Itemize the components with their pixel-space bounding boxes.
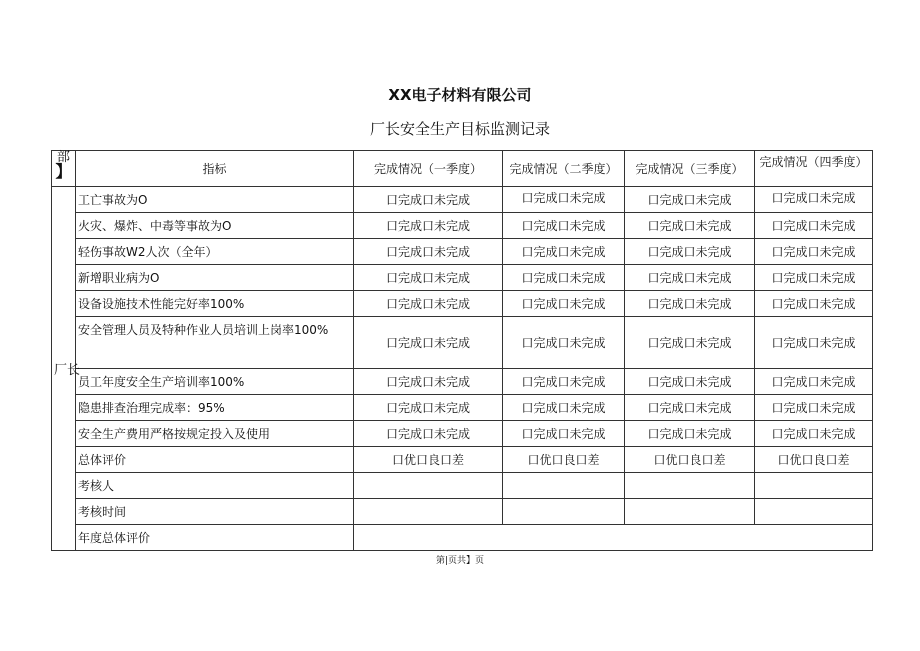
q3-status[interactable]: 口完成口未完成: [625, 265, 755, 291]
q1-status[interactable]: 口完成口未完成: [354, 187, 503, 213]
q2-status[interactable]: 口完成口未完成: [503, 317, 625, 369]
col-header-q2: 完成情况（二季度）: [503, 151, 625, 187]
indicator-cell: 工亡事故为O: [76, 187, 354, 213]
q4-status[interactable]: 口完成口未完成: [755, 291, 873, 317]
q1-status[interactable]: 口完成口未完成: [354, 265, 503, 291]
col-header-q3: 完成情况（三季度）: [625, 151, 755, 187]
q1-reviewer-field[interactable]: [354, 473, 503, 499]
q3-review-time-field[interactable]: [625, 499, 755, 525]
q3-status[interactable]: 口完成口未完成: [625, 369, 755, 395]
indicator-cell: 安全管理人员及特种作业人员培训上岗率100%: [76, 317, 354, 369]
table-row: [52, 291, 873, 317]
q3-status[interactable]: 口完成口未完成: [625, 291, 755, 317]
q2-rating[interactable]: 口优口良口差: [503, 447, 625, 473]
monitoring-table: [51, 150, 873, 551]
q2-status[interactable]: 口完成口未完成: [503, 395, 625, 421]
q3-status[interactable]: 口完成口未完成: [625, 187, 755, 213]
q2-status[interactable]: 口完成口未完成: [503, 369, 625, 395]
q1-status[interactable]: 口完成口未完成: [354, 421, 503, 447]
department-cell: 厂长: [52, 187, 76, 551]
col-header-q4: 完成情况（四季度）: [755, 151, 873, 187]
q1-rating[interactable]: 口优口良口差: [354, 447, 503, 473]
table-row: [52, 447, 873, 473]
indicator-cell: 总体评价: [76, 447, 354, 473]
table-row: [52, 395, 873, 421]
q4-status[interactable]: 口完成口未完成: [755, 187, 873, 213]
q4-status[interactable]: 口完成口未完成: [755, 421, 873, 447]
q2-status[interactable]: 口完成口未完成: [503, 213, 625, 239]
q3-status[interactable]: 口完成口未完成: [625, 421, 755, 447]
table-row: [52, 213, 873, 239]
company-name: XX电子材料有限公司: [388, 86, 532, 104]
table-row: [52, 317, 873, 369]
q4-status[interactable]: 口完成口未完成: [755, 369, 873, 395]
q3-status[interactable]: 口完成口未完成: [625, 317, 755, 369]
q3-reviewer-field[interactable]: [625, 473, 755, 499]
dept-header-cell: [52, 151, 76, 187]
q2-status[interactable]: 口完成口未完成: [503, 291, 625, 317]
q4-rating[interactable]: 口优口良口差: [755, 447, 873, 473]
q1-status[interactable]: 口完成口未完成: [354, 291, 503, 317]
annual-evaluation-field[interactable]: [354, 525, 873, 551]
q1-review-time-field[interactable]: [354, 499, 503, 525]
dept-header-label: 部: [56, 150, 70, 165]
indicator-cell: 火灾、爆炸、中毒等事故为O: [76, 213, 354, 239]
q1-status[interactable]: 口完成口未完成: [354, 213, 503, 239]
indicator-cell: 隐患排查治理完成率：95%: [76, 395, 354, 421]
q4-status[interactable]: 口完成口未完成: [755, 239, 873, 265]
q3-status[interactable]: 口完成口未完成: [625, 395, 755, 421]
reviewer-label: 考核人: [76, 473, 354, 499]
q1-status[interactable]: 口完成口未完成: [354, 369, 503, 395]
q4-status[interactable]: 口完成口未完成: [755, 265, 873, 291]
q3-rating[interactable]: 口优口良口差: [625, 447, 755, 473]
col-header-indicator: 指标: [76, 151, 354, 187]
dept-header-bracket: 】: [55, 162, 72, 181]
q4-status[interactable]: 口完成口未完成: [755, 395, 873, 421]
table-row: [52, 187, 873, 213]
table-row: [52, 473, 873, 499]
table-row: [52, 265, 873, 291]
indicator-cell: 轻伤事故W2人次（全年）: [76, 239, 354, 265]
q2-status[interactable]: 口完成口未完成: [503, 187, 625, 213]
q2-review-time-field[interactable]: [503, 499, 625, 525]
indicator-cell: 安全生产费用严格按规定投入及使用: [76, 421, 354, 447]
q4-reviewer-field[interactable]: [755, 473, 873, 499]
table-row: [52, 499, 873, 525]
table-row: [52, 239, 873, 265]
q1-status[interactable]: 口完成口未完成: [354, 317, 503, 369]
indicator-cell: 新增职业病为O: [76, 265, 354, 291]
table-row: [52, 421, 873, 447]
q2-status[interactable]: 口完成口未完成: [503, 265, 625, 291]
annual-evaluation-label: 年度总体评价: [76, 525, 354, 551]
q4-status[interactable]: 口完成口未完成: [755, 317, 873, 369]
document-title: 厂长安全生产目标监测记录: [369, 120, 550, 138]
q2-reviewer-field[interactable]: [503, 473, 625, 499]
indicator-cell: 设备设施技术性能完好率100%: [76, 291, 354, 317]
table-header-row: [52, 151, 873, 187]
q3-status[interactable]: 口完成口未完成: [625, 239, 755, 265]
table-row: [52, 369, 873, 395]
review-time-label: 考核时间: [76, 499, 354, 525]
q3-status[interactable]: 口完成口未完成: [625, 213, 755, 239]
q1-status[interactable]: 口完成口未完成: [354, 395, 503, 421]
q1-status[interactable]: 口完成口未完成: [354, 239, 503, 265]
q2-status[interactable]: 口完成口未完成: [503, 421, 625, 447]
q4-status[interactable]: 口完成口未完成: [755, 213, 873, 239]
col-header-q1: 完成情况（一季度）: [354, 151, 503, 187]
q4-review-time-field[interactable]: [755, 499, 873, 525]
q2-status[interactable]: 口完成口未完成: [503, 239, 625, 265]
indicator-cell: 员工年度安全生产培训率100%: [76, 369, 354, 395]
table-row: [52, 525, 873, 551]
page-footer: 第|页共】页: [435, 556, 485, 566]
